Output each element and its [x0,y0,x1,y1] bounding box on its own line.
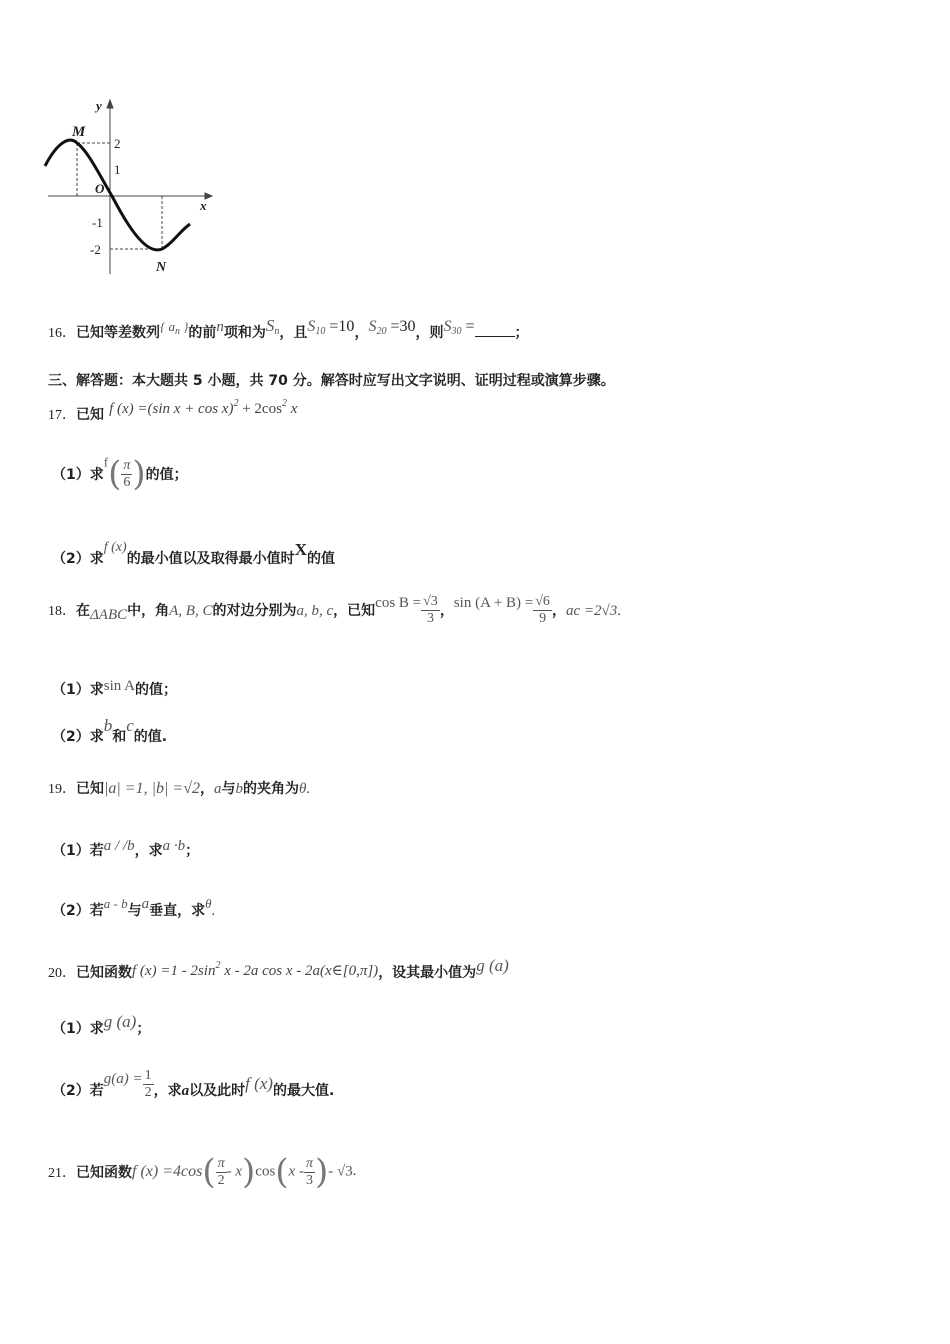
q17-pi-over-6: $\frac{\pi}{6}$ [123,457,131,490]
q18-sides: a, b, c [296,603,334,619]
q17-text: 已知 [76,407,104,423]
q20-p2-end: 的最大值. [272,1083,335,1099]
q19-p1-mid: ，求 [134,843,163,859]
q19-a-minus-b: a - b [103,896,128,911]
q18-p1-label: （1）求 [52,682,104,698]
q20-part2 [52,1068,334,1101]
q16-s10: $S_{10} =10$ [307,318,355,337]
q21-pi-over-2: $\frac{\pi}{2}$ [217,1155,225,1188]
q19-p2-label: （2）若 [52,903,104,919]
q18-text: ， [439,603,454,619]
question-19 [48,778,310,798]
question-18 [48,594,621,627]
q19-text: 的夹角为 [242,781,299,797]
q21-end: . [352,1164,357,1179]
question-20 [48,956,509,982]
q18-angles: A, B, C [169,603,213,619]
q18-sinAB: sin (A + B) = [453,595,534,611]
q19-condition: |a| =1, |b| =√2 [104,780,200,797]
q16-text: ，则 [415,325,444,341]
q18-cosB-frac: $\frac{√3}{3}$ [423,594,438,626]
q20-p2-a: a [181,1083,190,1099]
q18-p1-end: 的值； [135,682,178,698]
q21-cos: cos [255,1163,276,1180]
tick-neg2: -2 [90,242,101,257]
q17-p1-label: （1）求 [52,467,104,483]
q18-sinA: sin A [103,678,136,694]
q19-part2 [52,896,215,920]
q19-part1 [52,838,199,860]
q20-p1-g: g (a) [103,1012,137,1031]
q21-x-minus: x - [288,1163,304,1180]
q20-p1-label: （1）求 [52,1021,104,1037]
q16-text: ； [514,325,529,341]
q18-text: . [617,604,621,619]
q17-fx: f (x) [103,540,127,555]
q16-text: 项和为 [223,325,266,341]
q16-n: n [216,319,224,335]
q20-text: 已知函数 [76,965,132,981]
q17-part2 [52,540,335,568]
q20-p1-end: ； [136,1021,151,1037]
q17-part1: （1）求$^f$( $\frac{\pi}{6}$ )的值； [52,454,188,494]
q21-text: 已知函数 [76,1165,132,1181]
q16-text: ，且 [279,325,308,341]
section-3-heading: 三、解答题：本大题共 5 小题，共 70 分。解答时应写出文字说明、证明过程或演算步骤。 [48,373,615,389]
q16-text: ， [354,325,369,341]
q18-c: c [126,716,134,735]
q17-x: X [294,540,307,559]
q19-theta: θ [298,781,307,797]
q19-text: 已知 [76,781,104,797]
q17-number: 17． [48,408,76,423]
q21-minus-x: - x [226,1163,243,1180]
q18-p2-end: 的值. [133,729,168,745]
q19-text: 与 [221,781,236,797]
q17-p2-label: （2）求 [52,551,104,567]
q18-ac: ac =2√3 [565,603,618,619]
q16-text: 的前 [188,325,217,341]
q17-p2-end: 的值 [306,551,335,567]
q18-cosB: cos B = [375,595,422,611]
q20-half: $\frac{1}{2}$ [144,1068,152,1100]
q20-part1 [52,1012,150,1038]
m-label: M [72,124,86,140]
q20-text: ，设其最小值为 [378,965,477,981]
q18-triangle: ΔABC [90,607,128,623]
q16-text: 已知等差数列 [76,325,160,341]
q21-number: 21． [48,1166,76,1181]
q21-tail: - √3 [328,1163,353,1180]
q18-and: 和 [112,729,127,745]
q17-formula: f (x) =(sin $x + \cos x)^2 + 2\cos^2$ x [109,398,298,417]
q19-number: 19． [48,782,76,797]
question-17 [48,398,297,424]
x-label: x [200,198,207,213]
q17-p1-end: 的值； [145,467,188,483]
q16-an: { an } [160,319,189,337]
question-21: 21．已知函数f (x) =4cos( $\frac{\pi}{2}$ - x)cos(x - $\frac{\pi}{3}$ )- √3. [48,1152,357,1192]
q16-number: 16． [48,326,76,341]
answer-blank[interactable] [475,336,515,337]
q16-s30: $S_{30}$ = [443,318,475,337]
tick-2: 2 [114,136,121,151]
q18-text: 中，角 [127,603,170,619]
q17-p2-mid: 的最小值以及取得最小值时 [126,551,295,567]
q20-formula: f $(x) =1 - 2\sin^2$ x - 2a cos x - 2a(x∈[0,π]) [132,960,379,979]
q19-a: a [213,781,222,797]
origin-label: O [95,181,105,196]
q20-p2-f: f (x) [245,1074,273,1093]
q19-p2-mid2: 垂直，求 [149,903,206,919]
q18-sinAB-frac: $\frac{√6}{9}$ [535,594,550,626]
q19-p2-a: a [141,896,150,912]
q18-text: ， [551,603,566,619]
q18-text: 的对边分别为 [212,603,297,619]
q18-part2 [52,716,167,746]
q19-b: b [235,781,243,797]
q17-f: f [103,454,109,470]
q19-p1-end: ； [185,843,200,859]
q19-text: . [306,782,310,797]
q20-g: g (a) [476,956,509,975]
n-label: N [156,260,167,275]
q21-pi-over-3: $\frac{\pi}{3}$ [305,1155,313,1188]
q20-p2-mid2: 以及此时 [189,1083,246,1099]
q19-p2-mid: 与 [127,903,142,919]
q18-number: 18． [48,604,76,619]
sine-curve [45,140,190,250]
q19-dot: a ·b [162,838,186,854]
question-16 [48,316,529,342]
q20-number: 20． [48,966,76,981]
q18-b: b [103,716,113,735]
tick-1: 1 [114,162,121,177]
q16-sn: $S_n$ [265,316,280,337]
q19-text: ， [199,781,214,797]
q18-text: 在 [76,603,90,619]
q21-fx: f (x) =4cos [132,1163,203,1180]
q20-p2-label: （2）若 [52,1083,104,1099]
y-label: y [96,98,102,113]
q18-p2-label: （2）求 [52,729,104,745]
q20-p2-g: g(a) = [103,1071,143,1087]
sine-graph [40,96,220,281]
q16-s20: $S_{20} =30$ [368,318,416,337]
tick-neg1: -1 [92,215,103,230]
q18-part1 [52,678,177,699]
q18-text: ，已知 [333,603,376,619]
q19-p2-theta: θ [205,896,212,911]
q19-parallel: a / /b [103,838,135,854]
q19-p2-end: . [211,904,215,919]
q20-p2-mid: ，求 [153,1083,182,1099]
q19-p1-label: （1）若 [52,843,104,859]
